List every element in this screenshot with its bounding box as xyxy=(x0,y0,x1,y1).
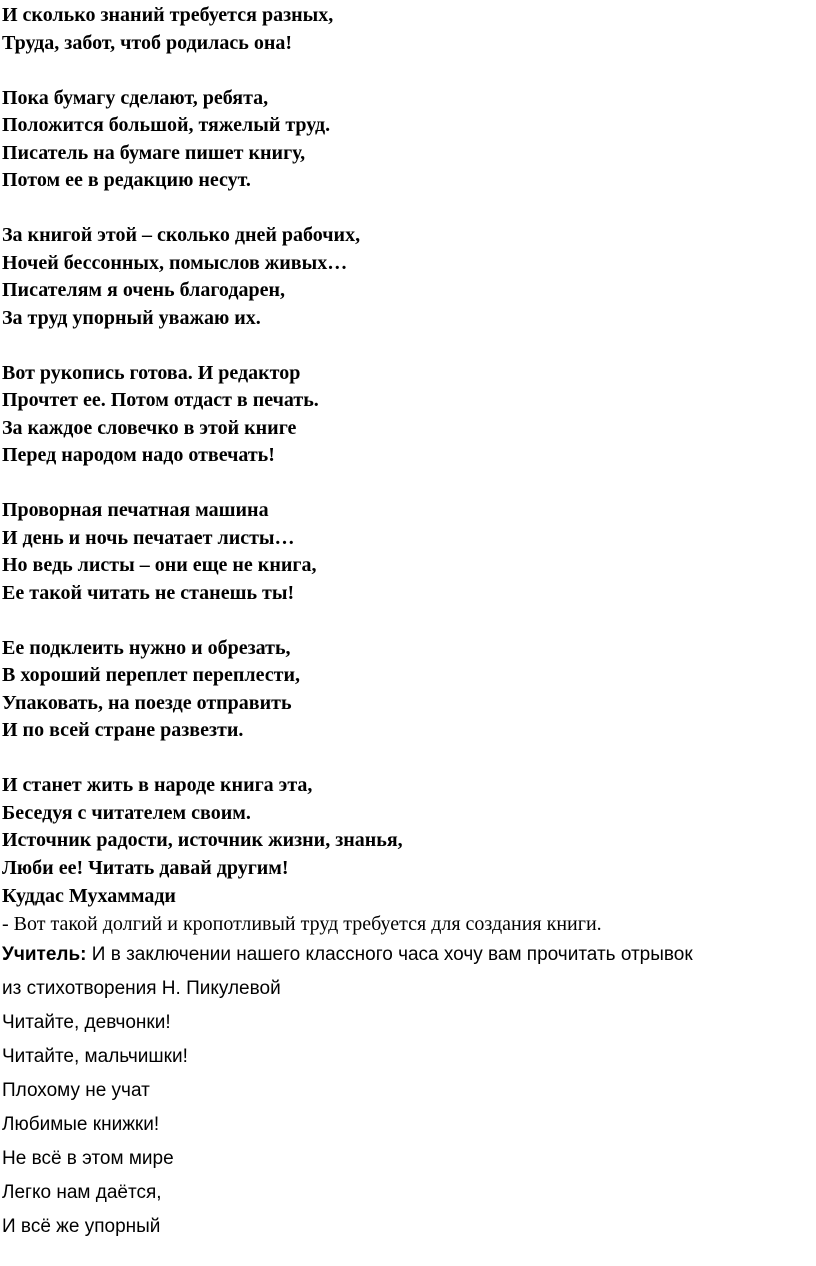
poem-line: И станет жить в народе книга эта, xyxy=(2,774,313,796)
verse-line: Легко нам даётся, xyxy=(2,1182,162,1203)
poem-line: Потом ее в редакцию несут. xyxy=(2,169,251,191)
poem-line: За каждое словечко в этой книге xyxy=(2,416,297,439)
teacher-text-line-2: из стихотворения Н. Пикулевой xyxy=(2,978,281,999)
verse-line: Читайте, мальчишки! xyxy=(2,1046,188,1067)
poem-line: За книгой этой – сколько дней рабочих, xyxy=(2,224,361,246)
teacher-label: Учитель: xyxy=(2,944,87,965)
poem-line: Ее подклеить нужно и обрезать, xyxy=(2,636,291,659)
poem-stanza xyxy=(2,360,816,470)
poem xyxy=(2,0,816,910)
poem-stanza xyxy=(2,497,816,607)
poem-stanza xyxy=(2,772,816,882)
poem-line: Но ведь листы – они еще не книга, xyxy=(2,554,317,576)
verse-line: Любимые книжки! xyxy=(2,1114,160,1135)
verse-line: И всё же упорный xyxy=(2,1216,161,1237)
poem-line: Люби ее! Читать давай другим! xyxy=(2,856,289,879)
poem-line: Перед народом надо отвечать! xyxy=(2,444,275,466)
poem-line: За труд упорный уважаю их. xyxy=(2,306,261,329)
remark: - Вот такой долгий и кропотливый труд требуется для создания книги. xyxy=(2,913,602,935)
poem-stanza xyxy=(2,635,816,745)
verse-line: Читайте, девчонки! xyxy=(2,1012,171,1033)
poem-line: Положится большой, тяжелый труд. xyxy=(2,114,331,136)
poem-line: Пока бумагу сделают, ребята, xyxy=(2,86,269,109)
verse-line: Плохому не учат xyxy=(2,1080,150,1101)
poem-line: Ее такой читать не станешь ты! xyxy=(2,581,295,604)
poem-line: Писателям я очень благодарен, xyxy=(2,279,285,301)
poem-stanza xyxy=(2,2,816,57)
poem-line: Труда, забот, чтоб родилась она! xyxy=(2,31,293,54)
poem-line: Источник радости, источник жизни, знанья, xyxy=(2,829,403,851)
verse-excerpt xyxy=(2,1006,816,1244)
poem-line: Упаковать, на поезде отправить xyxy=(2,691,292,714)
poem-line: Беседуя с читателем своим. xyxy=(2,801,251,824)
poem-stanza xyxy=(2,222,816,332)
poem-line: В хороший переплет переплести, xyxy=(2,664,300,686)
poem-line: Ночей бессонных, помыслов живых… xyxy=(2,251,348,274)
poem-author: Куддас Мухаммади xyxy=(2,885,176,907)
poem-line: Писатель на бумаге пишет книгу, xyxy=(2,141,306,164)
poem-line: Прочтет ее. Потом отдаст в печать. xyxy=(2,389,319,411)
teacher-text-line-1: И в заключении нашего классного часа хочу вам прочитать отрывок xyxy=(86,944,693,965)
poem-line: Вот рукопись готова. И редактор xyxy=(2,361,301,384)
poem-line: И по всей стране развезти. xyxy=(2,719,244,741)
verse-line: Не всё в этом мире xyxy=(2,1148,174,1169)
poem-stanza xyxy=(2,85,816,195)
poem-line: Проворная печатная машина xyxy=(2,499,269,521)
teacher-paragraph xyxy=(2,938,816,1006)
poem-line: И сколько знаний требуется разных, xyxy=(2,4,334,26)
poem-line: И день и ночь печатает листы… xyxy=(2,526,295,549)
